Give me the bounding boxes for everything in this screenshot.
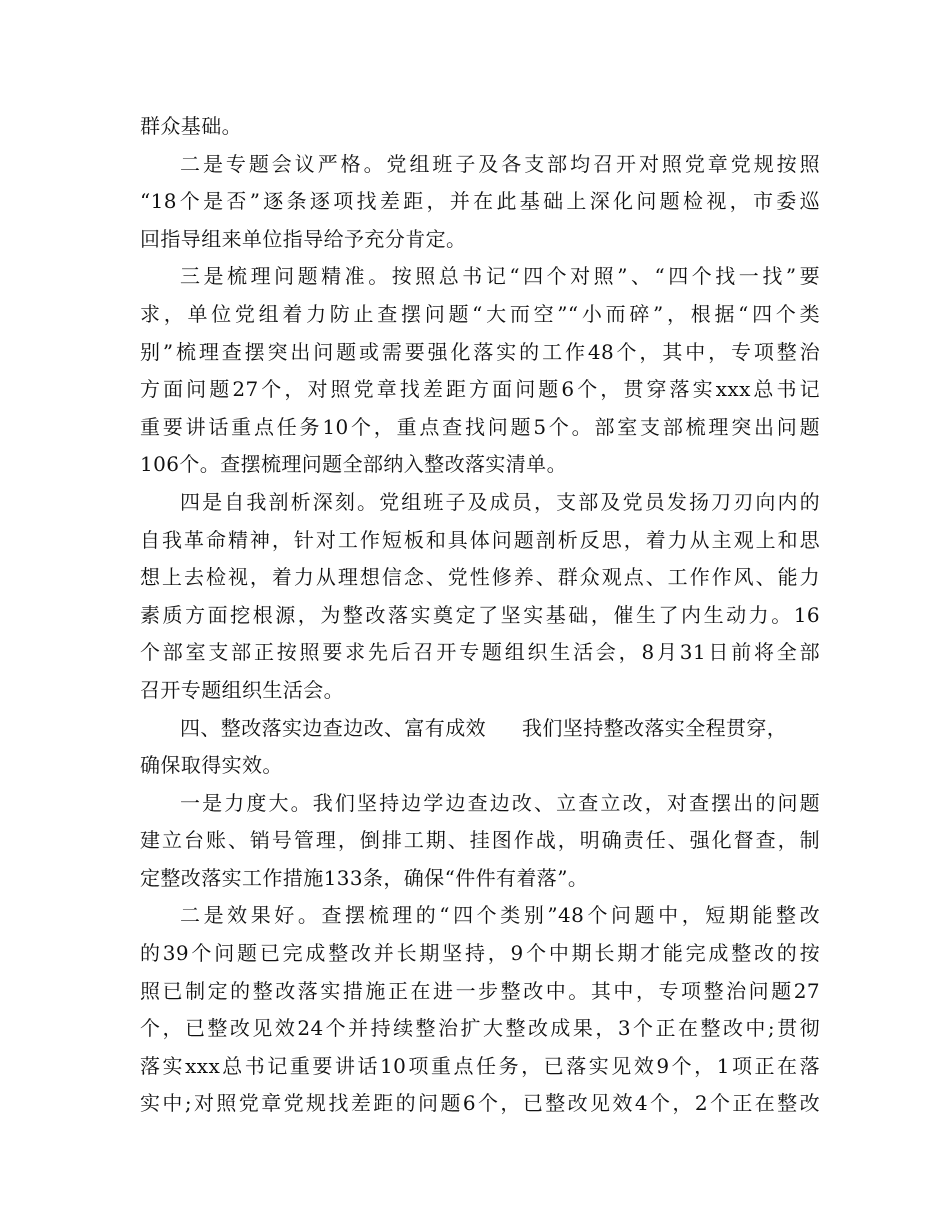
text-line: 个部室支部正按照要求先后召开专题组织生活会，8月31日前将全部 [140, 640, 820, 665]
text-line: 召开专题组织生活会。 [140, 677, 344, 702]
text-line: 照已制定的整改落实措施正在进一步整改中。其中，专项整治问题27 [140, 978, 820, 1003]
text-line: 落实xxx总书记重要讲话10项重点任务，已落实见效9个，1项正在落 [140, 1053, 820, 1078]
section-lead-text: 我们坚持整改落实全程贯穿， [522, 715, 788, 740]
paragraph-start-line: 三是梳理问题精准。按照总书记“四个对照”、“四个找一找”要 [180, 264, 820, 289]
text-line: 重要讲话重点任务10个，重点查找问题5个。部室支部梳理突出问题 [140, 414, 820, 439]
section-heading-line [140, 710, 820, 748]
text-line: 确保取得实效。 [140, 753, 283, 778]
text-line: 想上去检视，着力从理想信念、党性修养、群众观点、工作作风、能力 [140, 565, 820, 590]
text-line: 回指导组来单位指导给予充分肯定。 [140, 226, 467, 251]
text-line: 别”梳理查摆突出问题或需要强化落实的工作48个，其中，专项整治 [140, 339, 820, 364]
text-line: 106个。查摆梳理问题全部纳入整改落实清单。 [140, 452, 567, 477]
text-line: 群众基础。 [140, 114, 242, 138]
document-page [140, 108, 820, 1123]
text-line: 的39个问题已完成整改并长期坚持，9个中期长期才能完成整改的按 [140, 941, 820, 966]
section-heading: 四、整改落实边查边改、富有成效 [180, 715, 486, 740]
text-line: 个，已整改见效24个并持续整治扩大整改成果，3个正在整改中;贯彻 [140, 1016, 820, 1041]
text-line: 素质方面挖根源，为整改落实奠定了坚实基础，催生了内生动力。16 [140, 602, 820, 627]
text-line: 方面问题27个，对照党章找差距方面问题6个，贯穿落实xxx总书记 [140, 377, 820, 402]
paragraph-start-line: 四是自我剖析深刻。党组班子及成员，支部及党员发扬刀刃向内的 [180, 489, 820, 514]
paragraph-start-line: 一是力度大。我们坚持边学边查边改、立查立改，对查摆出的问题 [180, 790, 820, 815]
paragraph-start-line: 二是效果好。查摆梳理的“四个类别”48个问题中，短期能整改 [180, 903, 820, 928]
text-line: 实中;对照党章党规找差距的问题6个，已整改见效4个，2个正在整改 [140, 1091, 820, 1116]
paragraph-start-line: 二是专题会议严格。党组班子及各支部均召开对照党章党规按照 [180, 151, 820, 176]
text-line: 自我革命精神，针对工作短板和具体问题剖析反思，着力从主观上和思 [140, 527, 820, 552]
text-line: “18个是否”逐条逐项找差距，并在此基础上深化问题检视，市委巡 [140, 189, 820, 214]
text-line: 建立台账、销号管理，倒排工期、挂图作战，明确责任、强化督查，制 [140, 828, 820, 853]
text-line: 定整改落实工作措施133条，确保“件件有着落”。 [140, 865, 589, 890]
text-line: 求，单位党组着力防止查摆问题“大而空”“小而碎”，根据“四个类 [140, 301, 820, 326]
